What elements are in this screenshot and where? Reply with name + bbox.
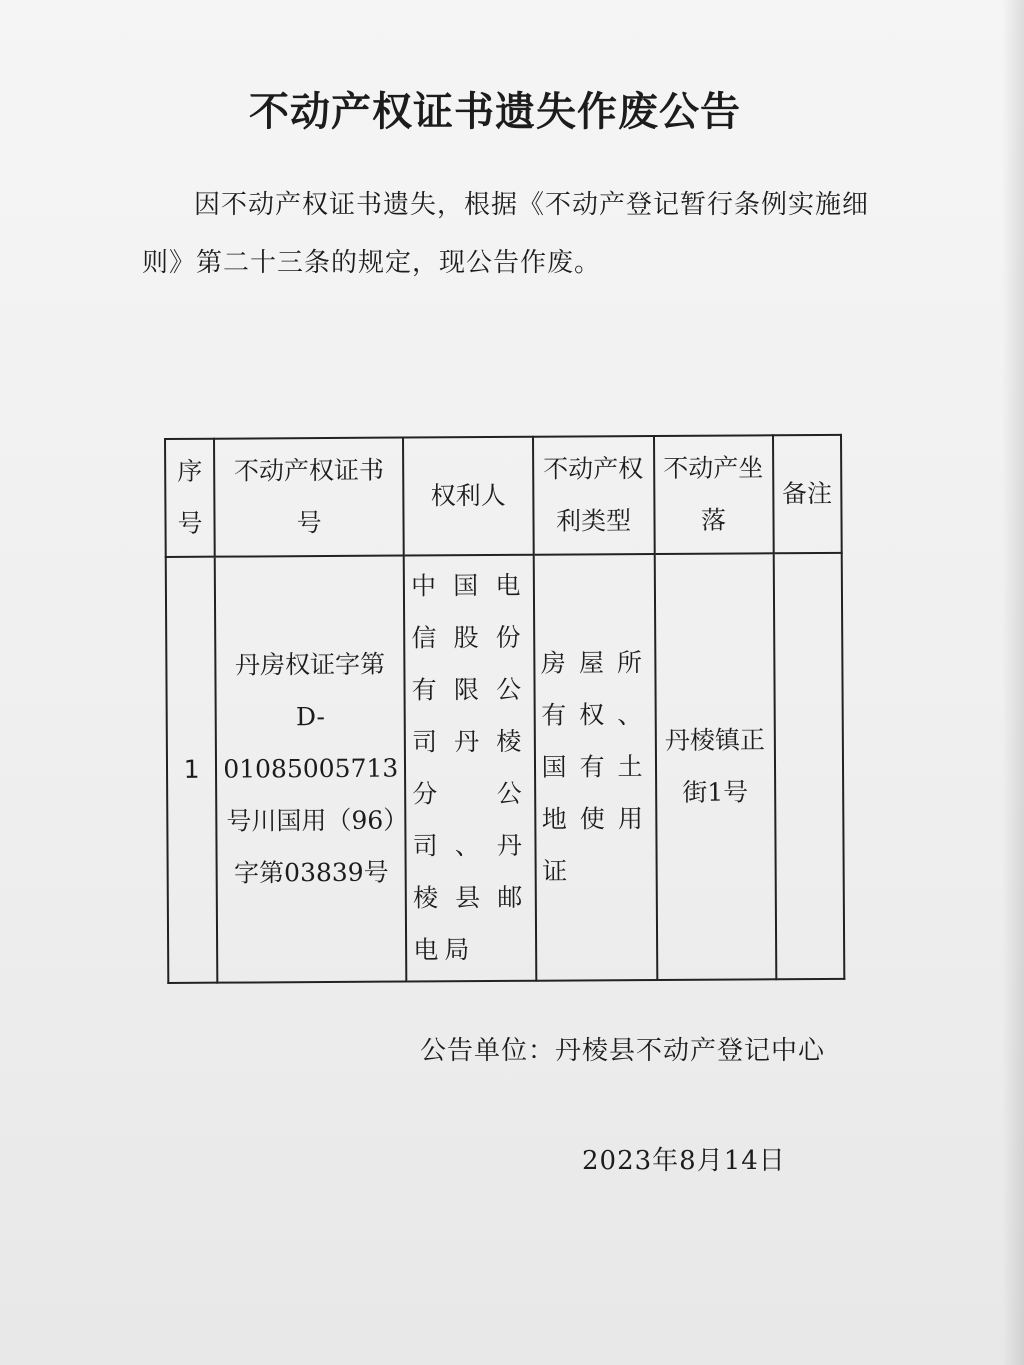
cell-location: 丹棱镇正街1号 (654, 553, 776, 980)
cell-right-type: 房屋所有权、国有土地使用证 (533, 554, 657, 981)
notice-paragraph: 因不动产权证书遗失，根据《不动产登记暂行条例实施细则》第二十三条的规定，现公告作废。 (142, 190, 870, 278)
cell-cert-no: 丹房权证字第D-01085005713号川国用（96）字第03839号 (215, 556, 407, 983)
header-right-type: 不动产权利类型 (532, 436, 654, 555)
cell-seq: 1 (166, 557, 218, 983)
header-location: 不动产坐落 (654, 435, 774, 554)
paper-edge-shadow (1002, 0, 1024, 1365)
cell-holder: 中国电信股份有限公司丹棱分公司、丹棱县邮电局 (404, 555, 536, 982)
header-seq: 序号 (165, 439, 215, 557)
notice-table (164, 434, 845, 984)
table-header-row (165, 435, 842, 557)
notice-date: 2023年8月14日 (582, 1146, 786, 1176)
issuer-line: 公告单位：丹棱县不动产登记中心 (420, 1036, 826, 1066)
header-holder: 权利人 (403, 437, 533, 556)
table-row (166, 553, 845, 983)
header-cert-no: 不动产权证书号 (214, 438, 404, 557)
notice-title: 不动产权证书遗失作废公告 (249, 89, 741, 135)
cell-note (773, 553, 844, 979)
header-note: 备注 (773, 435, 842, 553)
